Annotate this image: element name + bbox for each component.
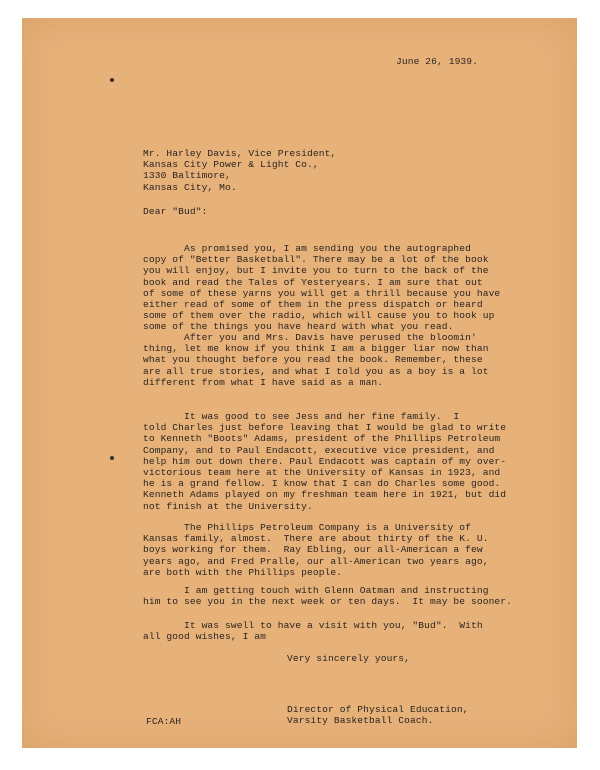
text-line: help him out down there. Paul Endacott was captain of my over- <box>143 455 507 467</box>
paragraph-2 <box>143 332 489 388</box>
letter-date: June 26, 1939. <box>396 56 479 67</box>
text-line: Company, and to Paul Endacott, executive vice president, and <box>143 444 495 456</box>
text-line: years ago, and Fred Pralle, our all-American two years ago, <box>143 555 489 567</box>
text-line: Kenneth Adams played on my freshman team here in 1921, but did <box>143 489 507 501</box>
reference-initials: FCA:AH <box>146 716 182 727</box>
title-line: Director of Physical Education, <box>287 704 469 715</box>
text-line: It was swell to have a visit with you, "Bud". With <box>143 620 483 631</box>
signature-block <box>287 704 469 726</box>
text-line: I am getting touch with Glenn Oatman and instructing <box>143 585 489 596</box>
text-line: victorious team here at the University of Kansas in 1923, and <box>143 467 501 479</box>
text-line: what you thought before you read the book. Remember, these <box>143 354 483 366</box>
text-line: book and read the Tales of Yesteryears. I am sure that out <box>143 276 483 288</box>
address-line: Kansas City Power & Light Co., <box>143 159 319 171</box>
address-line: 1330 Baltimore, <box>143 170 231 182</box>
text-line: he is a grand fellow. I know that I can do Charles some good. <box>143 478 501 490</box>
recipient-address <box>143 148 336 193</box>
text-line: After you and Mrs. Davis have perused the bloomin' <box>143 332 477 343</box>
text-line: are all true stories, and what I told you as a boy is a lot <box>143 365 489 377</box>
salutation: Dear "Bud": <box>143 206 208 217</box>
text-line: different from what I have said as a man. <box>143 376 384 388</box>
text-line: It was good to see Jess and her fine family. I <box>143 411 460 422</box>
paragraph-5 <box>143 585 512 607</box>
text-line: some of the things you have heard with what you read. <box>143 321 454 333</box>
complimentary-close: Very sincerely yours, <box>287 653 411 664</box>
punch-mark <box>110 456 114 460</box>
text-line: thing, let me know if you think I am a bigger liar now than <box>143 343 489 355</box>
text-line: him to see you in the next week or ten days. It may be sooner. <box>143 596 513 608</box>
text-line: you will enjoy, but I invite you to turn to the back of the <box>143 265 489 277</box>
title-line: Varsity Basketball Coach. <box>287 715 434 727</box>
text-line: told Charles just before leaving that I would be glad to write <box>143 422 507 434</box>
text-line: to Kenneth "Boots" Adams, president of the Phillips Petroleum <box>143 433 501 445</box>
text-line: either read of some of them in the press dispatch or heard <box>143 299 483 311</box>
paragraph-6 <box>143 620 483 642</box>
text-line: boys working for them. Ray Ebling, our all-American a few <box>143 544 483 556</box>
punch-mark <box>110 78 114 82</box>
paragraph-3 <box>143 411 506 512</box>
paragraph-4 <box>143 522 489 578</box>
text-line: The Phillips Petroleum Company is a University of <box>143 522 472 533</box>
text-line: Kansas family, almost. There are about thirty of the K. U. <box>143 533 489 545</box>
address-line: Mr. Harley Davis, Vice President, <box>143 148 337 159</box>
text-line: all good wishes, I am <box>143 631 267 643</box>
text-line: some of them over the radio, which will cause you to hook up <box>143 310 495 322</box>
address-line: Kansas City, Mo. <box>143 181 237 193</box>
text-line: not finish at the University. <box>143 500 313 512</box>
text-line: are both with the Phillips people. <box>143 566 343 578</box>
paragraph-1 <box>143 243 500 333</box>
text-line: copy of "Better Basketball". There may be a lot of the book <box>143 254 489 266</box>
text-line: As promised you, I am sending you the autographed <box>143 243 472 254</box>
text-line: of some of these yarns you will get a thrill because you have <box>143 287 501 299</box>
